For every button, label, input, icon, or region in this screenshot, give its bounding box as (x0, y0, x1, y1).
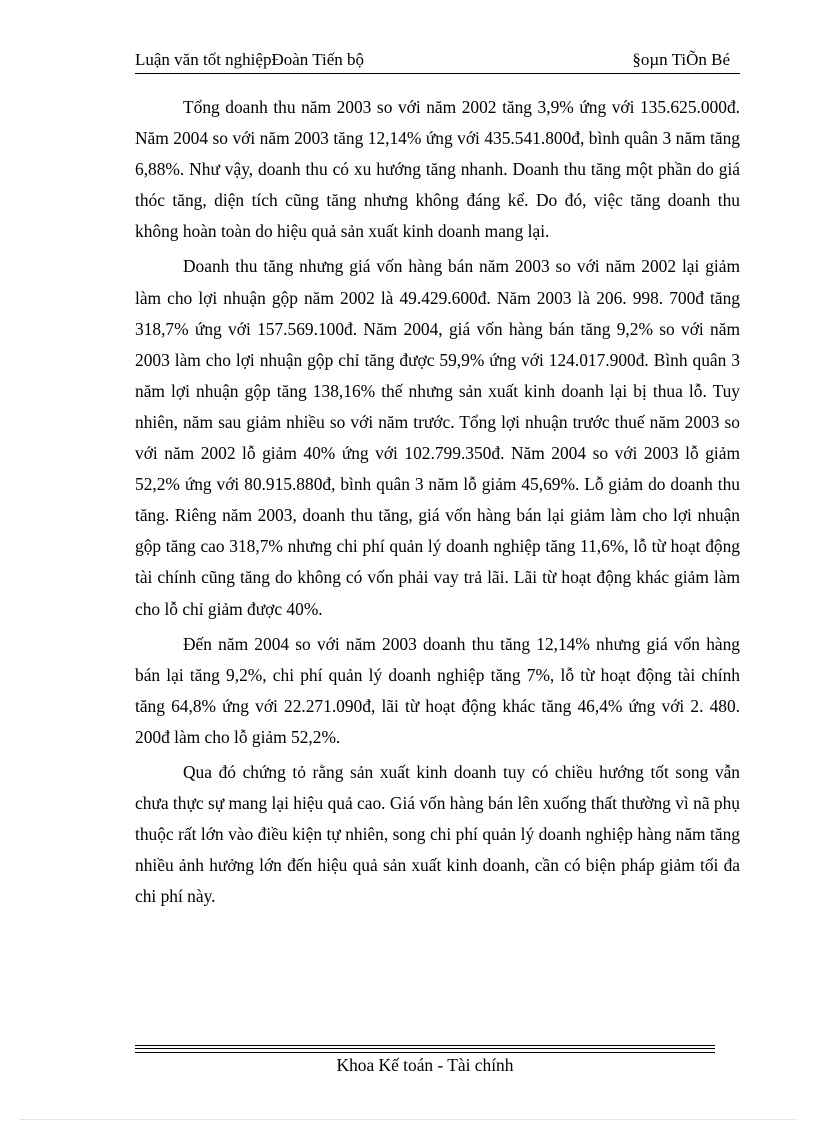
paragraph: Tổng doanh thu năm 2003 so với năm 2002 tăng 3,9% ứng với 135.625.000đ. Năm 2004 so với năm 2003 tăng 12,14% ứng với 435.541.800đ, bình quân 3 năm tăng 6,88%. Như vậy, doanh thu có xu hướng tăng nhanh. Doanh thu tăng một phần do giá thóc tăng, diện tích cũng tăng nhưng không đáng kể. Do đó, việc tăng doanh thu không hoàn toàn do hiệu quả sản xuất kinh doanh mang lại. (135, 97, 740, 242)
header-right-text: §oµn TiÕn Bé (632, 50, 730, 69)
footer-rule (135, 1045, 715, 1046)
page-edge-divider (20, 1119, 796, 1120)
page-footer: Khoa Kế toán - Tài chính (336, 1055, 514, 1075)
footer-rule (135, 1048, 715, 1049)
header-rule (135, 73, 740, 74)
page-header (135, 50, 740, 72)
paragraph: Qua đó chứng tỏ rằng sản xuất kinh doanh tuy có chiều hướng tốt song vẫn chưa thực sự mang lại hiệu quả cao. Giá vốn hàng bán lên xuống thất thường vì nã phụ thuộc rất lớn vào điều kiện tự nhiên, song chi phí quản lý doanh nghiệp hàng năm tăng nhiều ảnh hưởng lớn đến hiệu quả sản xuất kinh doanh, cần có biện pháp giảm tối đa chi phí này. (135, 761, 740, 907)
paragraph: Đến năm 2004 so với năm 2003 doanh thu tăng 12,14% nhưng giá vốn hàng bán lại tăng 9,2%, chi phí quản lý doanh nghiệp tăng 7%, lỗ từ hoạt động tài chính tăng 64,8% ứng với 22.271.090đ, lãi từ hoạt động khác tăng 46,4% ứng với 2. 480. 200đ làm cho lỗ giảm 52,2%. (135, 633, 740, 747)
document-body (135, 92, 740, 916)
footer-rule (135, 1052, 715, 1053)
header-left-text: Luận văn tốt nghiệpĐoàn Tiến bộ (135, 50, 365, 69)
paragraph: Doanh thu tăng nhưng giá vốn hàng bán năm 2003 so với năm 2002 lại giảm làm cho lợi nhuận gộp năm 2002 là 49.429.600đ. Năm 2003 là 206. 998. 700đ tăng 318,7% ứng với 157.569.100đ. Năm 2004, giá vốn hàng bán tăng 9,2% so với năm 2003 làm cho lợi nhuận gộp chỉ tăng được 59,9% ứng với 124.017.900đ. Bình quân 3 năm lợi nhuận gộp tăng 138,16% thế nhưng sản xuất kinh doanh lại bị thua lỗ. Tuy nhiên, năm sau giảm nhiều so với năm trước. Tổng lợi nhuận trước thuế năm 2003 so với năm 2002 lỗ giảm 40% ứng với 102.799.350đ. Năm 2004 so với 2003 lỗ giảm 52,2% ứng với 80.915.880đ, bình quân 3 năm lỗ giảm 45,69%. Lỗ giảm do doanh thu tăng. Riêng năm 2003, doanh thu tăng, giá vốn hàng bán lại giảm làm cho lợi nhuận gộp tăng cao 318,7% nhưng chi phí quản lý doanh nghiệp tăng 11,6%, lỗ từ hoạt động tài chính cũng tăng do không có vốn phải vay trả lãi. Lãi từ hoạt động khác giảm làm cho lỗ chỉ giảm được 40%. (135, 256, 740, 619)
